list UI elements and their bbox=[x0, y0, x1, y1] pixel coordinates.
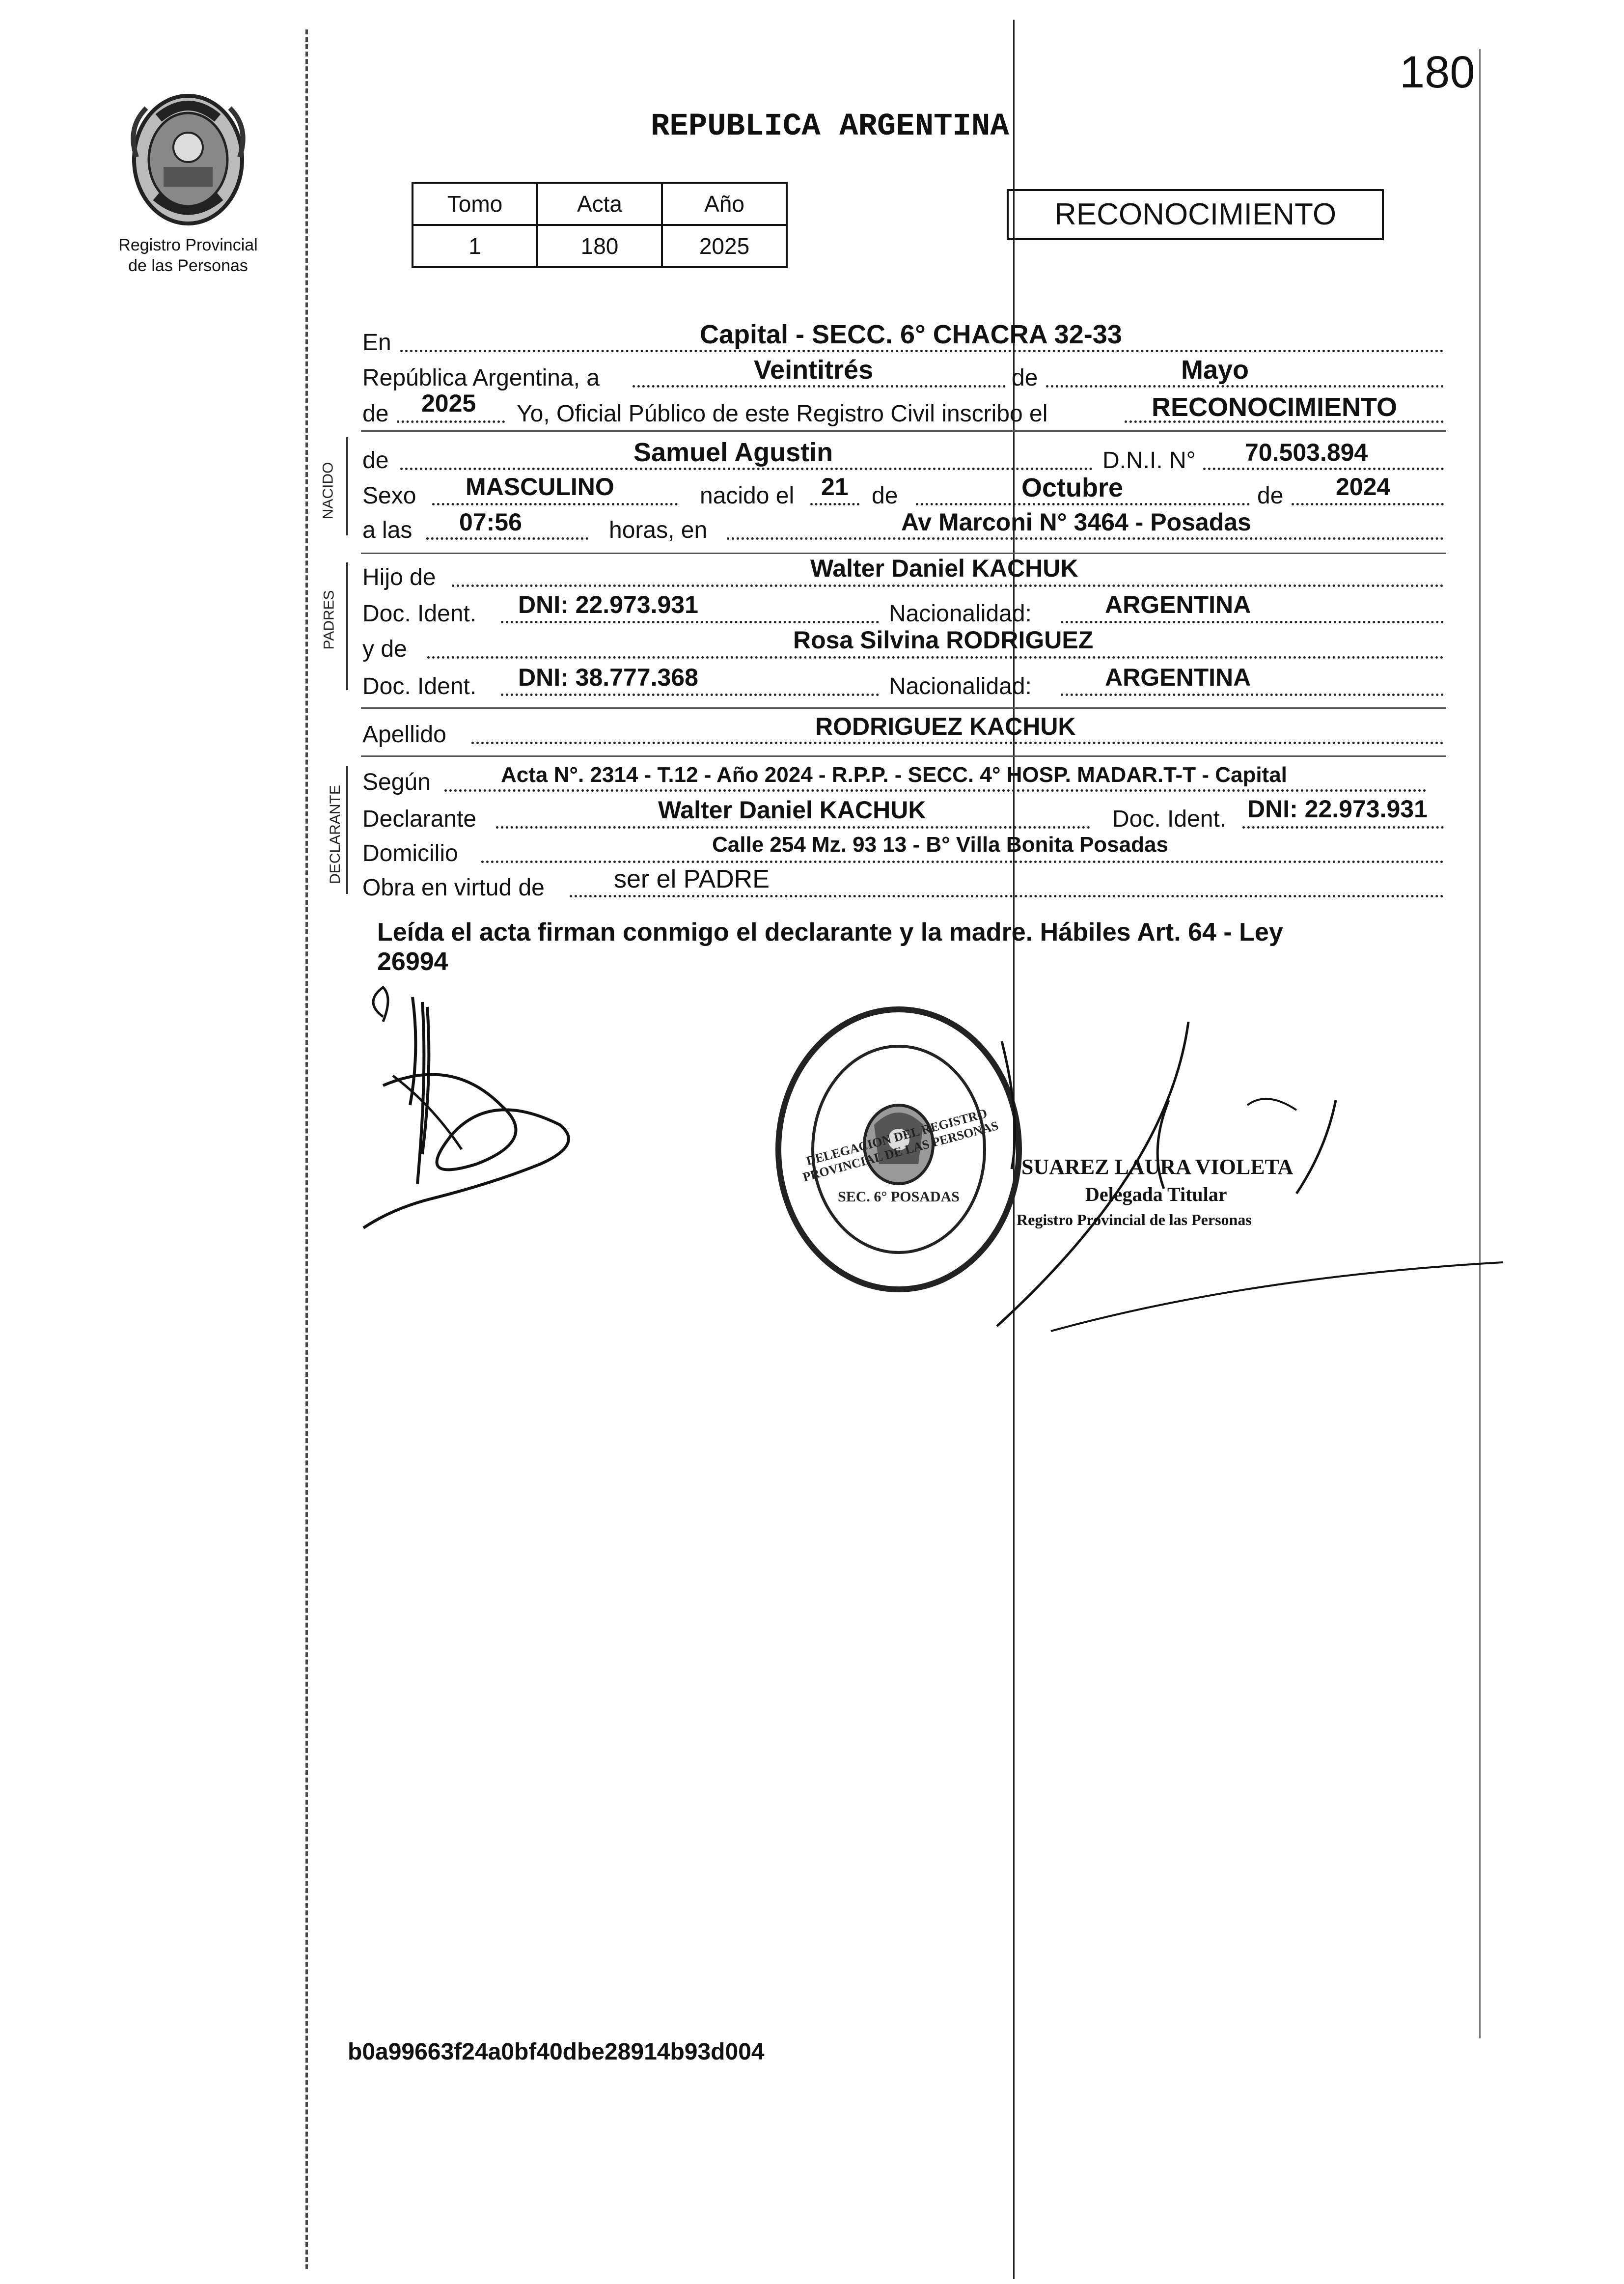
nacido-dia-dots bbox=[810, 503, 859, 505]
de-label: de bbox=[1012, 365, 1038, 391]
sexo-value: MASCULINO bbox=[466, 473, 614, 501]
stamp-inner-text: SEC. 6° POSADAS bbox=[838, 1189, 960, 1205]
dni-value: 70.503.894 bbox=[1245, 439, 1368, 466]
domicilio-label: Domicilio bbox=[362, 840, 458, 866]
official-name: SUAREZ LAURA VIOLETA bbox=[1021, 1155, 1294, 1179]
closing-line-2: 26994 bbox=[377, 947, 448, 976]
domicilio-value: Calle 254 Mz. 93 13 - B° Villa Bonita Posadas bbox=[712, 833, 1168, 857]
padre-doc-value: DNI: 22.973.931 bbox=[518, 591, 698, 618]
official-org: Registro Provincial de las Personas bbox=[1017, 1211, 1252, 1228]
day-dots bbox=[633, 385, 1006, 388]
separator-3 bbox=[361, 707, 1446, 709]
declarante-value: Walter Daniel KACHUK bbox=[658, 796, 926, 824]
table-header-anio: Año bbox=[662, 183, 787, 225]
table-value-acta: 180 bbox=[537, 225, 662, 267]
de-label-3: de bbox=[1257, 483, 1284, 509]
registry-name-line2: de las Personas bbox=[128, 256, 248, 275]
padre-nac-value: ARGENTINA bbox=[1105, 591, 1251, 618]
de-label-2: de bbox=[872, 483, 898, 509]
nacido-anio-value: 2024 bbox=[1336, 473, 1391, 501]
madre-doc-value: DNI: 38.777.368 bbox=[518, 664, 698, 691]
padre-doc-label: Doc. Ident. bbox=[362, 601, 477, 627]
en-label: En bbox=[362, 330, 391, 356]
inscribo-value: RECONOCIMIENTO bbox=[1152, 392, 1398, 422]
apellido-label: Apellido bbox=[362, 722, 446, 748]
year-prefix-label: de bbox=[362, 401, 389, 427]
official-signature bbox=[953, 1022, 1508, 1378]
obra-label: Obra en virtud de bbox=[362, 875, 545, 901]
month-value: Mayo bbox=[1181, 355, 1249, 385]
stamp-ring-text: DELEGACION DEL REGISTRO PROVINCIAL DE LAS PERSONAS bbox=[801, 1106, 1000, 1185]
segun-value: Acta N°. 2314 - T.12 - Año 2024 - R.P.P. - SECC. 4° HOSP. MADAR.T-T - Capital bbox=[501, 763, 1287, 787]
madre-nac-dots bbox=[1061, 694, 1444, 696]
hora-dots bbox=[426, 537, 588, 540]
lugar-value: Av Marconi N° 3464 - Posadas bbox=[901, 508, 1251, 536]
nacido-bracket bbox=[346, 437, 348, 535]
nacido-mes-value: Octubre bbox=[1021, 473, 1124, 502]
y-de-label: y de bbox=[362, 636, 407, 662]
apellido-value: RODRIGUEZ KACHUK bbox=[815, 713, 1076, 740]
republica-label: República Argentina, a bbox=[362, 365, 600, 391]
apellido-dots bbox=[471, 742, 1444, 744]
hijo-label: Hijo de bbox=[362, 564, 436, 590]
table-header-tomo: Tomo bbox=[413, 183, 537, 225]
year-dots bbox=[397, 420, 505, 423]
inscribo-label: Yo, Oficial Público de este Registro Civil inscribo el bbox=[517, 401, 1048, 427]
madre-doc-label: Doc. Ident. bbox=[362, 673, 477, 699]
document-hash: b0a99663f24a0bf40dbe28914b93d004 bbox=[348, 2039, 765, 2065]
table-header-acta: Acta bbox=[537, 183, 662, 225]
padre-nac-dots bbox=[1061, 621, 1444, 623]
side-label-padres: PADRES bbox=[321, 590, 337, 650]
separator-1 bbox=[361, 430, 1446, 432]
nombre-dots bbox=[400, 468, 1093, 470]
hora-value: 07:56 bbox=[459, 508, 522, 536]
year-value: 2025 bbox=[421, 390, 476, 417]
padre-value: Walter Daniel KACHUK bbox=[810, 555, 1078, 582]
declarante-label: Declarante bbox=[362, 806, 477, 832]
segun-label: Según bbox=[362, 769, 431, 795]
declarante-signature bbox=[354, 977, 589, 1235]
declarante-doc-value: DNI: 22.973.931 bbox=[1247, 795, 1428, 823]
dni-dots bbox=[1203, 468, 1444, 470]
declarante-dots bbox=[496, 826, 1090, 829]
declarante-doc-label: Doc. Ident. bbox=[1112, 806, 1227, 832]
document-title: REPUBLICA ARGENTINA bbox=[651, 109, 1009, 144]
side-label-nacido: NACIDO bbox=[320, 462, 336, 520]
day-value: Veintitrés bbox=[754, 355, 874, 385]
padre-dots bbox=[452, 585, 1444, 587]
sexo-dots bbox=[432, 503, 678, 505]
nombre-value: Samuel Agustin bbox=[633, 438, 833, 467]
page-number: 180 bbox=[1400, 47, 1475, 97]
madre-doc-dots bbox=[501, 694, 879, 696]
en-dots bbox=[400, 350, 1444, 352]
declarante-bracket bbox=[346, 766, 348, 894]
province-seal-logo bbox=[117, 88, 259, 233]
dni-label: D.N.I. N° bbox=[1102, 447, 1196, 474]
closing-line-1: Leída el acta firman conmigo el declarante y la madre. Hábiles Art. 64 - Ley bbox=[377, 918, 1283, 947]
padres-bracket bbox=[346, 562, 348, 690]
left-margin-line bbox=[305, 29, 308, 2269]
madre-nacionalidad-label: Nacionalidad: bbox=[889, 673, 1032, 699]
madre-dots bbox=[427, 656, 1444, 659]
sexo-label: Sexo bbox=[362, 483, 416, 509]
side-label-declarante: DECLARANTE bbox=[327, 785, 343, 884]
a-las-label: a las bbox=[362, 517, 413, 543]
official-role: Delegada Titular bbox=[1085, 1183, 1227, 1205]
madre-nac-value: ARGENTINA bbox=[1105, 664, 1251, 691]
nombre-label: de bbox=[362, 447, 389, 474]
record-number-table bbox=[412, 182, 788, 268]
en-value: Capital - SECC. 6° CHACRA 32-33 bbox=[700, 320, 1122, 349]
horas-en-label: horas, en bbox=[609, 517, 708, 543]
table-value-tomo: 1 bbox=[413, 225, 537, 267]
lugar-dots bbox=[727, 537, 1444, 540]
segun-dots bbox=[444, 789, 1427, 792]
document-type-box: RECONOCIMIENTO bbox=[1007, 189, 1384, 240]
separator-4 bbox=[361, 755, 1446, 757]
nacido-mes-dots bbox=[916, 503, 1250, 505]
declarante-doc-dots bbox=[1242, 826, 1444, 829]
nacido-anio-dots bbox=[1292, 503, 1444, 505]
padre-doc-dots bbox=[501, 621, 879, 623]
month-dots bbox=[1046, 385, 1444, 388]
madre-value: Rosa Silvina RODRIGUEZ bbox=[793, 626, 1094, 654]
nacido-label: nacido el bbox=[700, 483, 795, 509]
registry-name-line1: Registro Provincial bbox=[118, 236, 258, 254]
padre-nacionalidad-label: Nacionalidad: bbox=[889, 601, 1032, 627]
nacido-dia-value: 21 bbox=[821, 473, 849, 501]
obra-value: ser el PADRE bbox=[614, 865, 770, 893]
obra-dots bbox=[570, 895, 1444, 897]
table-value-anio: 2025 bbox=[662, 225, 787, 267]
domicilio-dots bbox=[481, 861, 1444, 863]
